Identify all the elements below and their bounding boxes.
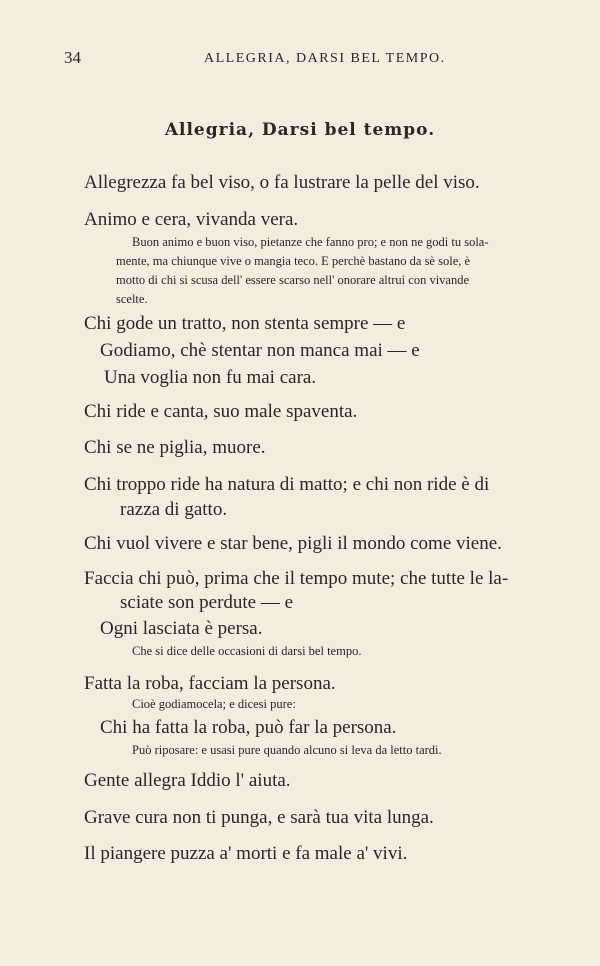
proverb-8-line-2: sciate son perdute — e (120, 592, 294, 613)
note-9: Cioè godiamocela; e dicesi pure: (132, 697, 296, 711)
proverb-8c: Ogni lasciata è persa. (100, 618, 263, 639)
running-header (64, 48, 536, 72)
proverb-12: Il piangere puzza a' morti e fa male a' vivi. (84, 843, 408, 864)
proverb-8-line-1: Faccia chi può, prima che il tempo mute; che tutte le la- (84, 568, 509, 589)
note-8: Che si dice delle occasioni di darsi bel tempo. (132, 644, 362, 658)
running-title: ALLEGRIA, DARSI BEL TEMPO. (204, 51, 446, 66)
proverb-9: Fatta la roba, facciam la persona. (84, 673, 336, 694)
note-9b: Può riposare: e usasi pure quando alcuno si leva da letto tardi. (132, 743, 442, 757)
note-2-line-4: scelte. (116, 292, 148, 306)
proverb-6-line-1: Chi troppo ride ha natura di matto; e chi non ride è di (84, 474, 490, 495)
page-number: 34 (64, 48, 81, 67)
proverb-6-line-2: razza di gatto. (120, 499, 228, 520)
proverb-1: Allegrezza fa bel viso, o fa lustrare la pelle del viso. (84, 172, 480, 193)
proverb-3b: Godiamo, chè stentar non manca mai — e (100, 340, 420, 361)
section-title: Allegria, Darsi bel tempo. (164, 120, 436, 140)
note-2-line-1: Buon animo e buon viso, pietanze che fanno pro; e non ne godi tu sola- (132, 235, 489, 249)
note-2-line-3: motto di chi si scusa dell' essere scarso nell' onorare altrui con vivande (116, 273, 470, 287)
proverb-11: Grave cura non ti punga, e sarà tua vita lunga. (84, 807, 434, 828)
proverb-4: Chi ride e canta, suo male spaventa. (84, 401, 358, 422)
proverb-2: Animo e cera, vivanda vera. (84, 209, 299, 230)
proverb-5: Chi se ne piglia, muore. (84, 437, 266, 458)
note-2-line-2: mente, ma chiunque vive o mangia teco. E perchè bastano da sè sole, è (116, 254, 471, 268)
proverb-3c: Una voglia non fu mai cara. (104, 367, 317, 388)
proverb-3: Chi gode un tratto, non stenta sempre — e (84, 313, 406, 334)
proverb-9b: Chi ha fatta la roba, può far la persona. (100, 717, 397, 738)
proverb-7: Chi vuol vivere e star bene, pigli il mondo come viene. (84, 533, 502, 554)
proverb-10: Gente allegra Iddio l' aiuta. (84, 770, 291, 791)
